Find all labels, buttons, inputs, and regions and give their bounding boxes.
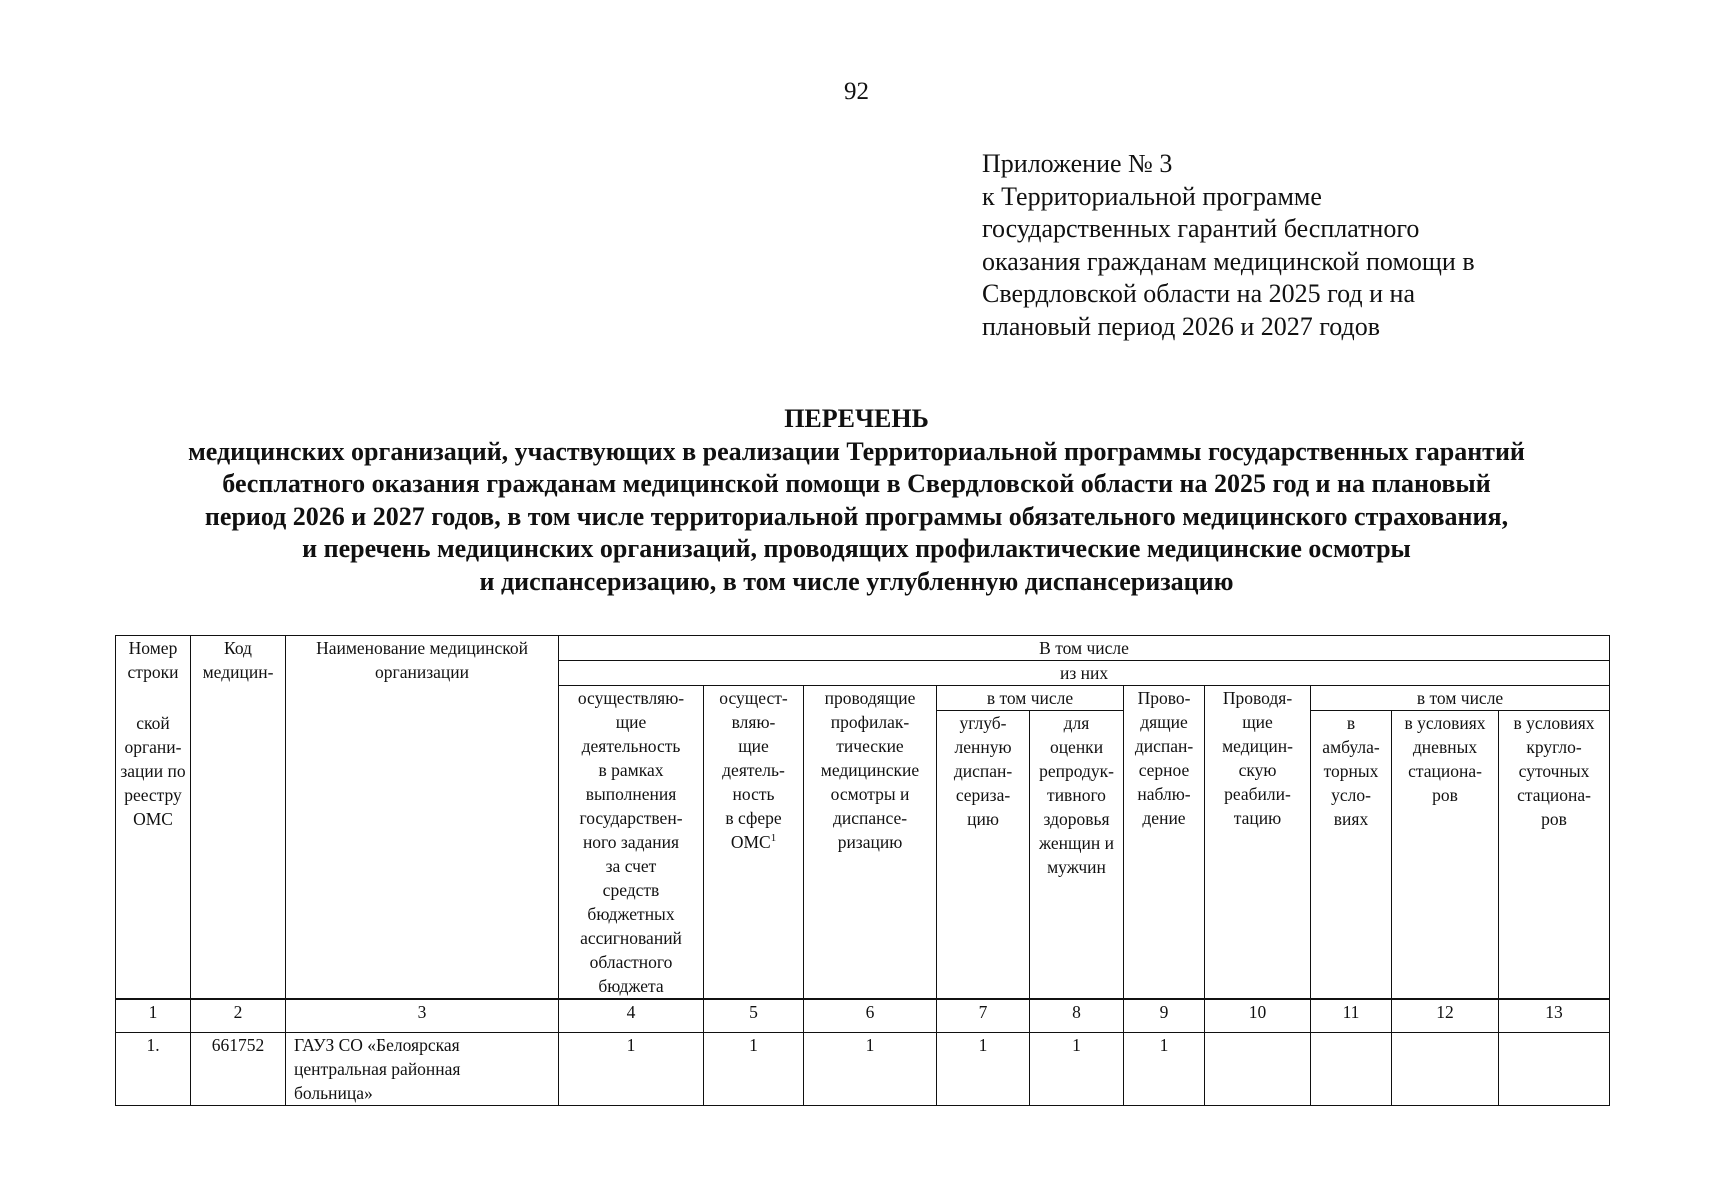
row-value: 1 (1124, 1033, 1205, 1106)
header-text: для (1063, 713, 1090, 733)
header-text: мужчин (1047, 857, 1106, 877)
row-value: 1 (937, 1033, 1030, 1106)
header-text: ОМС (133, 808, 173, 829)
table-row (116, 1033, 1610, 1106)
column-number: 3 (286, 999, 559, 1033)
header-text: амбула- (1322, 737, 1380, 757)
header-text: стациона- (1517, 785, 1591, 805)
column-number: 1 (116, 999, 191, 1033)
header-text: ОМС (730, 832, 771, 852)
header-text: медицин- (1222, 736, 1293, 756)
column-number: 6 (804, 999, 937, 1033)
title-line: и диспансеризацию, в том числе углубленную диспансеризацию (479, 566, 1234, 596)
header-text: бюджета (598, 976, 664, 996)
appendix-line: оказания гражданам медицинской помощи в (982, 246, 1475, 276)
header-state-task (559, 686, 704, 1000)
row-value: 1 (704, 1033, 804, 1106)
header-text: проводящие (824, 688, 916, 708)
name-line: ГАУЗ СО «Белоярская (294, 1035, 460, 1055)
header-text: дневных (1412, 737, 1478, 757)
header-text: углуб- (959, 713, 1007, 733)
header-row-number-cont (191, 711, 286, 1000)
header-text: реабили- (1224, 784, 1291, 804)
row-value (1499, 1033, 1610, 1106)
header-text: выполнения (585, 784, 677, 804)
header-text: диспан- (953, 761, 1013, 781)
header-text: за счет (605, 856, 657, 876)
document-title (0, 403, 1713, 598)
header-text: Проводя- (1222, 688, 1293, 708)
header-text: осуществляю- (577, 688, 685, 708)
title-line: медицинских организаций, участвующих в реализации Территориальной программы государственных гарантий (188, 436, 1525, 466)
header-text: диспан- (1134, 736, 1194, 756)
header-text: суточных (1518, 761, 1590, 781)
column-number: 10 (1205, 999, 1311, 1033)
header-text: ность (732, 784, 775, 804)
footnote-mark: 1 (770, 832, 777, 845)
header-preventive (804, 686, 937, 1000)
header-text: стациона- (1408, 761, 1482, 781)
header-text: в (1346, 713, 1356, 733)
column-number: 2 (191, 999, 286, 1033)
header-text: оценки (1049, 737, 1104, 757)
header-oms (704, 686, 804, 1000)
header-text: реестру (124, 784, 182, 805)
column-number: 4 (559, 999, 704, 1033)
row-code: 661752 (191, 1033, 286, 1106)
appendix-line: плановый период 2026 и 2027 годов (982, 311, 1381, 341)
row-value: 1 (1030, 1033, 1124, 1106)
header-text: Наименование медицинской (316, 638, 528, 658)
row-value (1311, 1033, 1392, 1106)
title-heading: ПЕРЕЧЕНЬ (784, 404, 929, 433)
appendix-reference (982, 148, 1622, 343)
title-line: бесплатного оказания гражданам медицинской помощи в Свердловской области на 2025 год и на плановый (222, 469, 1491, 498)
row-organization-name (286, 1033, 559, 1106)
title-line: период 2026 и 2027 годов, в том числе территориальной программы обязательного медицинского страхования, (204, 501, 1509, 531)
header-text: медицинские (820, 760, 920, 780)
column-numbers-row (116, 999, 1610, 1033)
header-row-1 (116, 636, 1610, 661)
column-number: 12 (1392, 999, 1499, 1033)
header-text: дение (1142, 808, 1186, 828)
header-text: профилак- (830, 712, 910, 732)
header-text: тивного (1047, 785, 1106, 805)
row-value (1205, 1033, 1311, 1106)
column-number: 8 (1030, 999, 1124, 1033)
header-text: наблю- (1137, 784, 1191, 804)
header-row-number (116, 636, 191, 711)
header-text: деятель- (722, 760, 785, 780)
header-text: организации (375, 662, 469, 682)
header-name-cont (286, 711, 559, 1000)
header-text: здоровья (1043, 809, 1110, 829)
header-text: органи- (124, 736, 182, 757)
header-text: средств (602, 880, 660, 900)
organizations-table (115, 635, 1610, 1106)
title-line: и перечень медицинских организаций, проводящих профилактические медицинские осмотры (302, 534, 1411, 563)
header-text: медицин- (202, 662, 274, 682)
appendix-line: к Территориальной программе (982, 181, 1322, 211)
column-number: 9 (1124, 999, 1205, 1033)
appendix-line: Свердловской области на 2025 год и на (982, 279, 1415, 308)
header-text: торных (1323, 761, 1379, 781)
header-text: в рамках (598, 760, 664, 780)
header-including-group-a: в том числе (937, 686, 1124, 711)
header-text: усло- (1331, 785, 1371, 805)
header-round-clock (1499, 711, 1610, 1000)
header-text: ров (1432, 785, 1458, 805)
name-line: больница» (294, 1083, 373, 1103)
header-of-them: из них (559, 661, 1610, 686)
column-number: 5 (704, 999, 804, 1033)
header-text: осущест- (719, 688, 788, 708)
header-code (191, 636, 286, 711)
header-text: ленную (954, 737, 1012, 757)
header-text: ассигнований (580, 928, 682, 948)
header-text: ской (136, 712, 170, 733)
row-number: 1. (116, 1033, 191, 1106)
header-text: цию (967, 809, 999, 829)
column-number: 7 (937, 999, 1030, 1033)
header-including: В том числе (559, 636, 1610, 661)
row-value (1392, 1033, 1499, 1106)
header-text: зации по (120, 760, 186, 781)
column-number: 11 (1311, 999, 1392, 1033)
header-text: строки (127, 662, 179, 682)
header-text: в условиях (1404, 713, 1486, 733)
appendix-line: государственных гарантий бесплатного (982, 214, 1420, 243)
header-reproductive (1030, 711, 1124, 1000)
header-text: скую (1238, 760, 1277, 780)
header-text: в условиях (1513, 713, 1595, 733)
header-text: в сфере (725, 808, 782, 828)
header-text (707, 830, 800, 854)
appendix-line: Приложение № 3 (982, 149, 1173, 178)
header-text: Код (224, 638, 252, 658)
header-name (286, 636, 559, 711)
header-text: женщин и (1039, 833, 1114, 853)
header-text: диспансе- (832, 808, 908, 828)
header-text: ров (1541, 809, 1567, 829)
header-text: тические (836, 736, 904, 756)
row-value: 1 (559, 1033, 704, 1106)
header-text: вляю- (731, 712, 776, 732)
header-text: областного (589, 952, 673, 972)
header-text: сериза- (955, 785, 1011, 805)
header-text: осмотры и (830, 784, 910, 804)
header-text: серное (1138, 760, 1190, 780)
header-code-cont (116, 711, 191, 1000)
header-including-group-b: в том числе (1311, 686, 1610, 711)
header-text: деятельность (581, 736, 681, 756)
header-text: дящие (1140, 712, 1188, 732)
header-text: тацию (1233, 808, 1282, 828)
header-dispensary (1124, 686, 1205, 1000)
name-line: центральная районная (294, 1059, 461, 1079)
header-text: репродук- (1039, 761, 1114, 781)
header-text: кругло- (1526, 737, 1582, 757)
header-text: Прово- (1137, 688, 1191, 708)
header-text: ризацию (837, 832, 903, 852)
header-text: виях (1333, 809, 1369, 829)
header-day-hospital (1392, 711, 1499, 1000)
header-text: щие (1242, 712, 1273, 732)
column-number: 13 (1499, 999, 1610, 1033)
header-rehab (1205, 686, 1311, 1000)
header-text: государствен- (579, 808, 683, 828)
page-number: 92 (844, 78, 869, 105)
header-text: ного задания (582, 832, 680, 852)
header-text: бюджетных (587, 904, 675, 924)
header-text: щие (738, 736, 769, 756)
row-value: 1 (804, 1033, 937, 1106)
header-in-depth (937, 711, 1030, 1000)
header-text: Номер (128, 638, 178, 658)
header-text: щие (615, 712, 647, 732)
header-outpatient (1311, 711, 1392, 1000)
